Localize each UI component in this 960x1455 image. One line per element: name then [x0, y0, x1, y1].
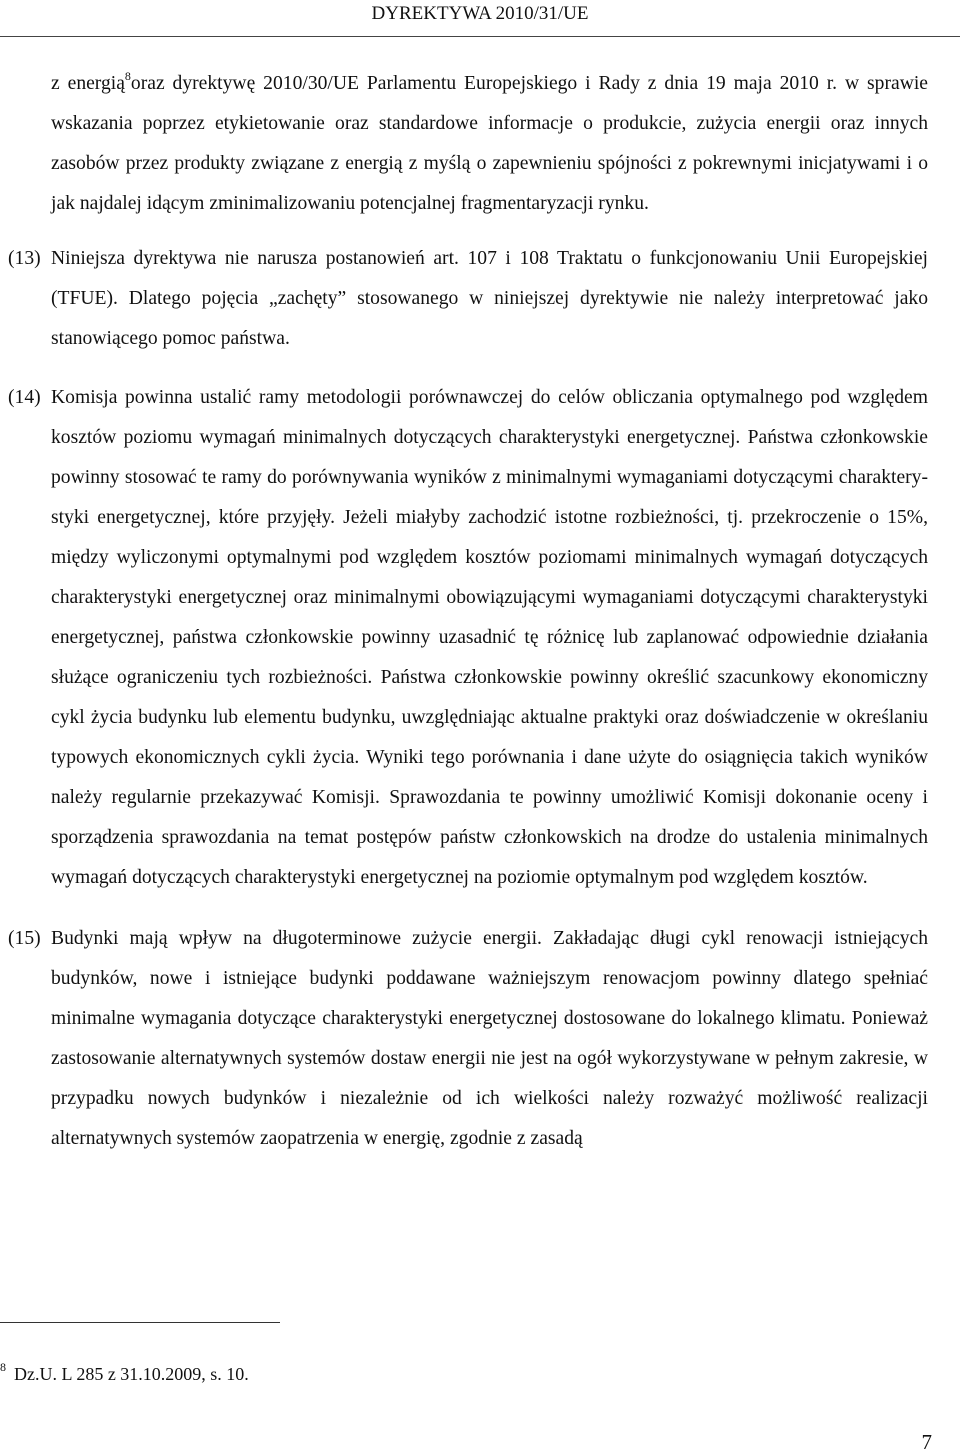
footnote-mark: 8: [0, 1360, 6, 1374]
intro-text-before-footnote: z energią: [51, 73, 125, 94]
recital-text: Budynki mają wpływ na długoterminowe zużycie energii. Zakładając długi cykl renowacji istniejących budynków, nowe i istniejące budynki poddawane ważniejszym renowacjom powinny dlatego spełniać minimalne wymagania dotyczące charakterystyki energetycznej dostosowane do lokalnego klimatu. Ponieważ zastosowanie alternatywnych systemów dostaw energii nie jest na ogół wykorzystywane w pełnym zakresie, w przypadku nowych budynków i niezależnie od ich wielkości należy rozważyć możliwość realizacji alternatywnych systemów zaopatrzenia w energię, zgodnie z zasadą: [51, 928, 928, 1149]
recital-text: Komisja powinna ustalić ramy metodologii porównawczej do celów obliczania optymalnego pod względem kosztów poziomu wymagań minimalnych dotyczących charakterystyki energetycznej. Państwa członkowskie powinny stosować te ramy do porównywania wyników z minimalnymi wymaganiami dotyczącymi charaktery-styki energetycznej, które przyjęły. Jeżeli miałyby zachodzić istotne rozbieżności, tj. przekroczenie o 15%, między wyliczonymi optymalnymi pod względem kosztów poziomami minimalnych wymagań dotyczących charakterystyki energetycznej oraz minimalnymi obowiązującymi wymaganiami dotyczącymi charakterystyki energetycznej, państwa członkowskie powinny uzasadnić tę różnicę lub zaplanować odpowiednie działania służące ograniczeniu tych rozbieżności. Państwa członkowskie powinny określić szacunkowy ekonomiczny cykl życia budynku lub elementu budynku, uwzględniając aktualne praktyki oraz doświadczenie w określaniu typowych ekonomicznych cykli życia. Wyniki tego porównania i dane użyte do osiągnięcia takich wyników należy regularnie przekazywać Komisji. Sprawozdania te powinny umożliwić Komisji dokonanie oceny i sporządzenia sprawozdania na temat postępów państw członkowskich na drodze do ustalenia minimalnych wymagań dotyczących charakterystyki energetycznej na poziomie optymalnym pod względem kosztów.: [51, 387, 928, 888]
recital-13: [0, 239, 960, 359]
page-number: 7: [921, 1430, 932, 1454]
recital-number: (13): [8, 248, 41, 269]
document-body: [0, 64, 960, 1159]
intro-text-after-footnote: oraz dyrektywę 2010/30/UE Parlamentu Europejskiego i Rady z dnia 19 maja 2010 r. w sprawie wskazania poprzez etykietowanie oraz standardowe informacje o produkcie, zużycia energii oraz innych zasobów przez produkty związane z energią z myślą o zapewnieniu spójności z pokrewnymi inicjatywami i o jak najdalej idącym zminimalizowaniu potencjalnej fragmentaryzacji rynku.: [51, 73, 928, 214]
recital-text: Niniejsza dyrektywa nie narusza postanowień art. 107 i 108 Traktatu o funkcjonowaniu Unii Europejskiej (TFUE). Dlatego pojęcia „zachęty” stosowanego w niniejszej dyrektywie nie należy interpretować jako stanowiącego pomoc państwa.: [51, 248, 928, 349]
footnote-separator: [0, 1322, 280, 1323]
intro-paragraph: [0, 64, 960, 224]
header-title: DYREKTYWA 2010/31/UE: [371, 3, 589, 24]
recital-number: (14): [8, 387, 41, 408]
footnote-reference[interactable]: 8: [124, 69, 131, 83]
recital-15: [0, 919, 960, 1159]
footnote: [0, 1362, 249, 1386]
recital-14: [0, 378, 960, 898]
recital-number: (15): [8, 928, 41, 949]
running-header: [0, 0, 960, 37]
footnote-text: Dz.U. L 285 z 31.10.2009, s. 10.: [14, 1364, 249, 1384]
